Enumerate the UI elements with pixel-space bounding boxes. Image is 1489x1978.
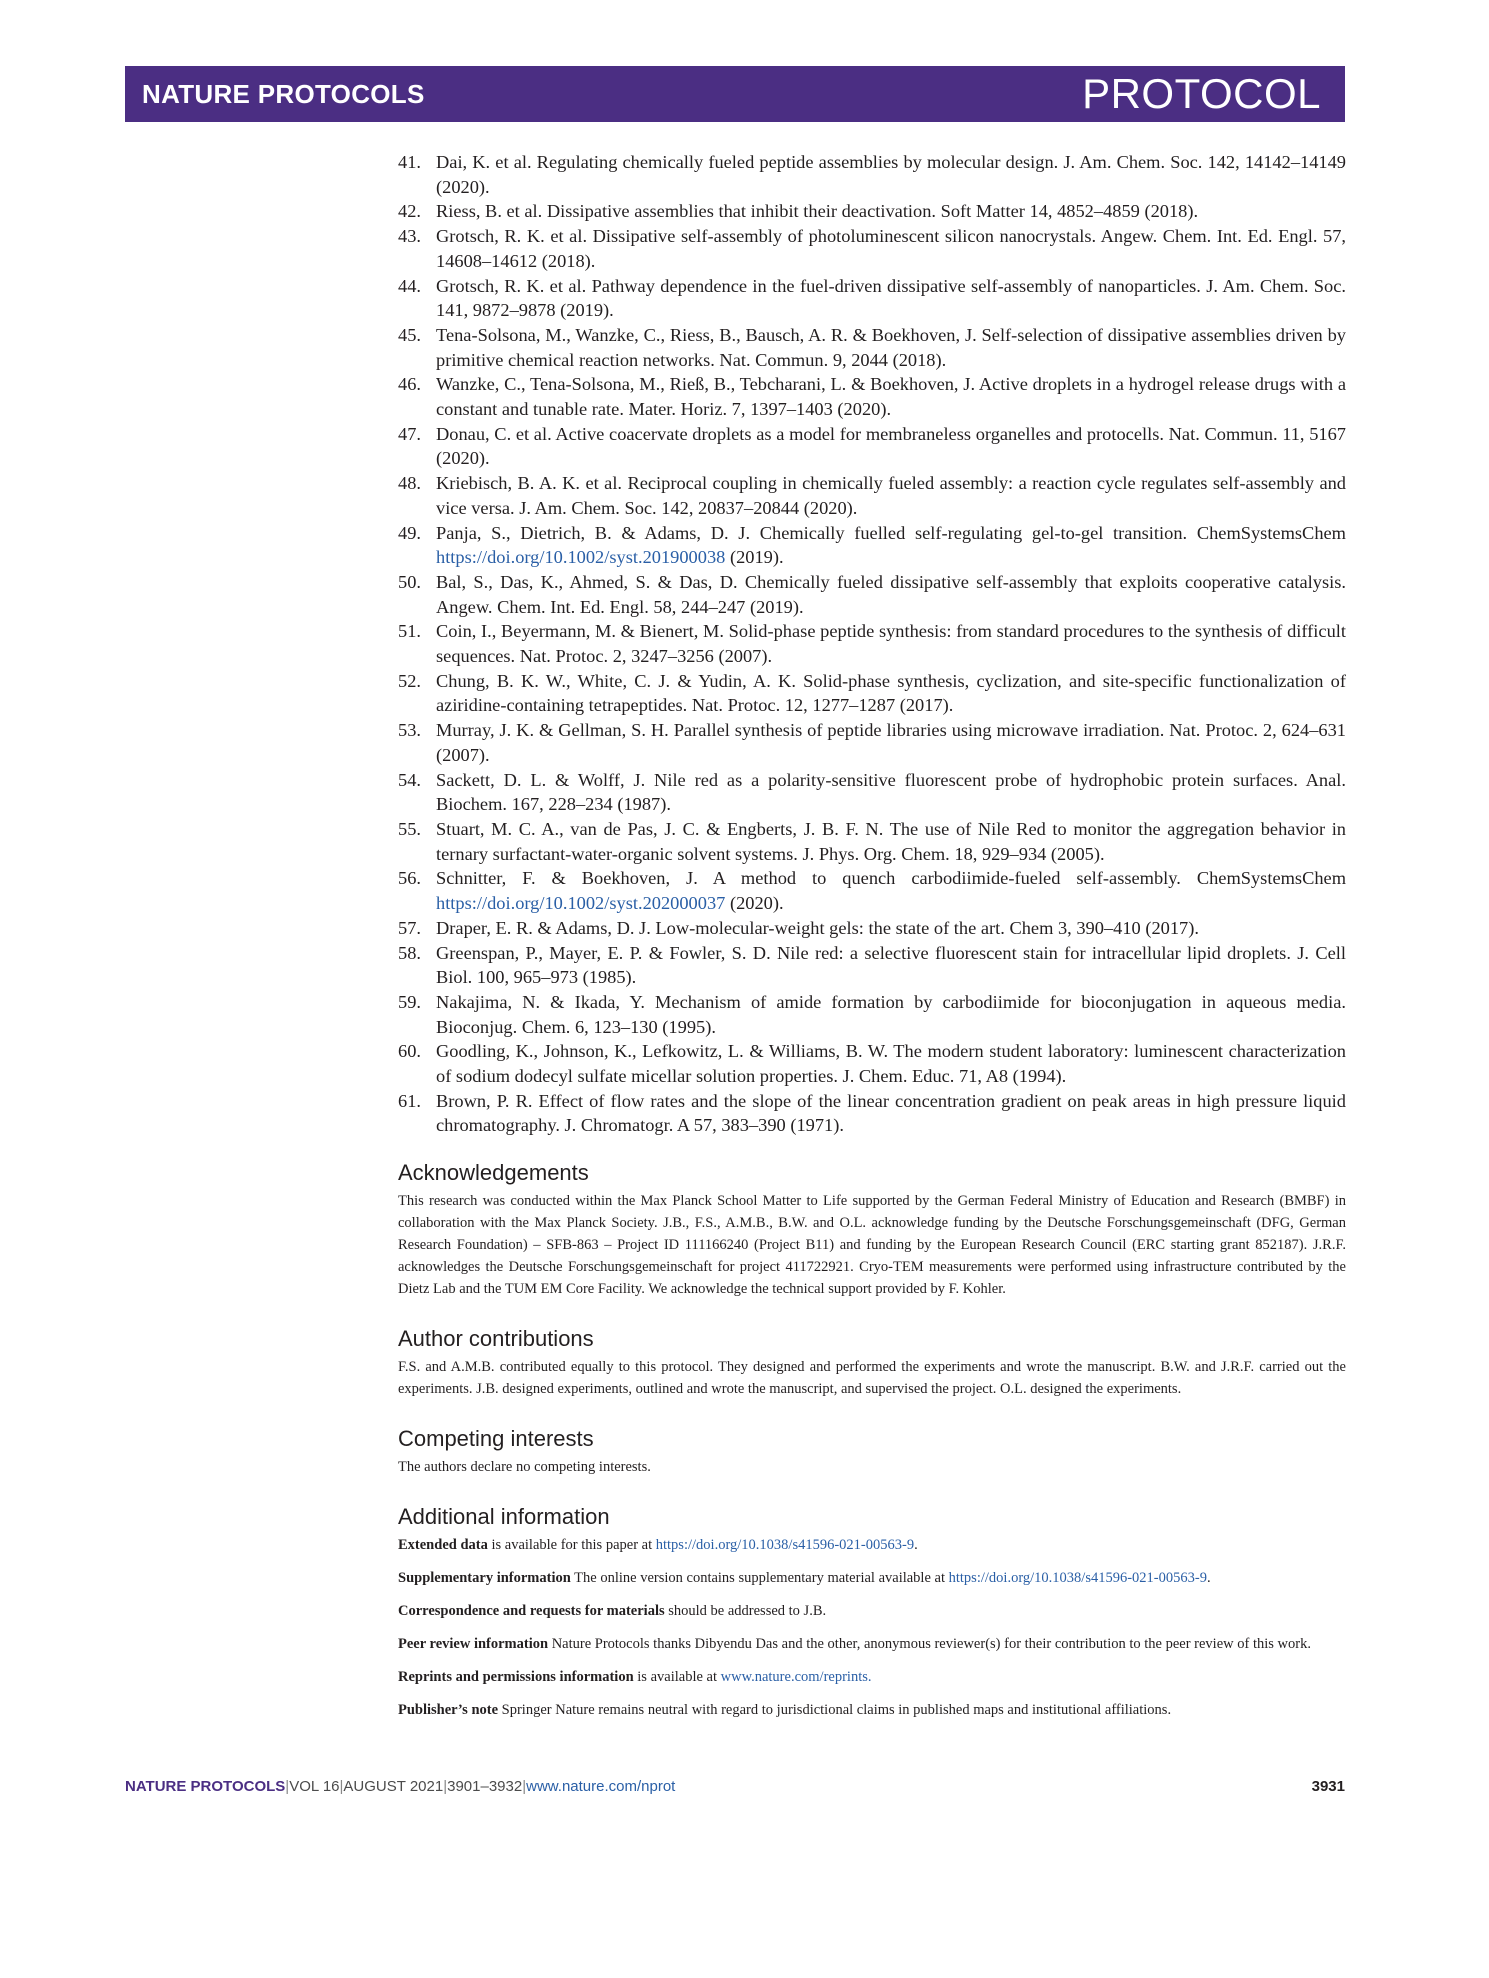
journal-header-bar	[125, 66, 1345, 122]
reference-item	[398, 372, 1346, 421]
reference-text: Nakajima, N. & Ikada, Y. Mechanism of amide formation by carbodiimide for bioconjugation in aqueous media. Bioconjug. Chem. 6, 123–130 (1995).	[436, 991, 1346, 1037]
additional-info-suffix: .	[914, 1537, 918, 1553]
reference-item	[398, 817, 1346, 866]
additional-information-heading: Additional information	[398, 1504, 610, 1529]
reference-item	[398, 323, 1346, 372]
reference-item	[398, 866, 1346, 915]
reference-doi-link[interactable]: https://doi.org/10.1002/syst.201900038	[436, 547, 726, 568]
reference-item	[398, 990, 1346, 1039]
article-type-label: PROTOCOL	[1082, 70, 1321, 117]
reference-item	[398, 521, 1346, 570]
reference-number: 60.	[398, 1041, 421, 1062]
reference-number: 58.	[398, 942, 421, 963]
additional-info-text: is available for this paper at	[487, 1537, 656, 1553]
journal-name: NATURE PROTOCOLS	[142, 79, 425, 109]
reference-number: 57.	[398, 917, 421, 938]
additional-info-label: Peer review information	[398, 1636, 549, 1652]
additional-info-suffix: .	[1206, 1570, 1211, 1586]
reference-item	[398, 1089, 1346, 1138]
reference-item	[398, 199, 1346, 224]
reference-number: 47.	[398, 423, 421, 444]
additional-info-text: is available at	[633, 1669, 721, 1685]
footer-date: AUGUST 2021	[343, 1778, 444, 1795]
reference-item	[398, 619, 1346, 668]
additional-information-section	[398, 1504, 1346, 1721]
reference-text: Chung, B. K. W., White, C. J. & Yudin, A. K. Solid-phase synthesis, cyclization, and site-specific functionalization of aziridine-containing tetrapeptides. Nat. Protoc. 12, 1277–1287 (2017).	[436, 670, 1346, 716]
reference-item	[398, 422, 1346, 471]
reference-number: 44.	[398, 275, 421, 296]
reference-doi-link[interactable]: https://doi.org/10.1002/syst.202000037	[436, 893, 726, 914]
reference-number: 45.	[398, 324, 421, 345]
reference-text: Draper, E. R. & Adams, D. J. Low-molecular-weight gels: the state of the art. Chem 3, 390–410 (2017).	[436, 917, 1199, 938]
additional-info-row	[398, 1567, 1346, 1589]
reference-item	[398, 1039, 1346, 1088]
reference-text: Bal, S., Das, K., Ahmed, S. & Das, D. Chemically fueled dissipative self-assembly that exploits cooperative catalysis. Angew. Chem. Int. Ed. Engl. 58, 244–247 (2019).	[436, 571, 1346, 617]
author-contributions-body: F.S. and A.M.B. contributed equally to this protocol. They designed and performed the experiments and wrote the manuscript. B.W. and J.R.F. carried out the experiments. J.B. designed experiments, outlined and wrote the manuscript, and supervised the project. O.L. designed the experiments.	[398, 1359, 1346, 1397]
reference-text: Greenspan, P., Mayer, E. P. & Fowler, S. D. Nile red: a selective fluorescent stain for intracellular lipid droplets. J. Cell Biol. 100, 965–973 (1985).	[436, 942, 1346, 988]
reference-year: (2019).	[725, 547, 784, 568]
additional-information-rows	[398, 1534, 1346, 1721]
reference-number: 55.	[398, 818, 421, 839]
additional-info-link[interactable]: www.nature.com/reprints.	[720, 1669, 872, 1685]
reference-number: 42.	[398, 201, 421, 222]
additional-info-text: should be addressed to J.B.	[664, 1603, 827, 1619]
reference-text: Kriebisch, B. A. K. et al. Reciprocal coupling in chemically fueled assembly: a reaction cycle regulates self-assembly and vice versa. J. Am. Chem. Soc. 142, 20837–20844 (2020).	[436, 473, 1346, 518]
additional-info-label: Correspondence and requests for materials	[398, 1603, 665, 1619]
reference-text: Goodling, K., Johnson, K., Lefkowitz, L. & Williams, B. W. The modern student laboratory: luminescent characterization of sodium dodecyl sulfate micellar solution properties. J. Chem. Educ. 71, A8 (1994).	[436, 1041, 1346, 1087]
reference-number: 56.	[398, 868, 421, 889]
footer-volume: VOL 16	[289, 1778, 340, 1795]
reference-item	[398, 274, 1346, 323]
reference-year: (2020).	[725, 893, 784, 914]
reference-text: Riess, B. et al. Dissipative assemblies that inhibit their deactivation. Soft Matter 14, 4852–4859 (2018).	[436, 201, 1199, 222]
additional-info-text: Nature Protocols thanks Dibyendu Das and the other, anonymous reviewer(s) for their contribution to the peer review of this work.	[548, 1636, 1311, 1652]
reference-item	[398, 570, 1346, 619]
competing-interests-body: The authors declare no competing interests.	[398, 1459, 651, 1475]
reference-number: 50.	[398, 571, 421, 592]
reference-text: Wanzke, C., Tena-Solsona, M., Rieß, B., Tebcharani, L. & Boekhoven, J. Active droplets in a hydrogel release drugs with a constant and tunable rate. Mater. Horiz. 7, 1397–1403 (2020).	[436, 374, 1346, 420]
competing-interests-section	[398, 1426, 1346, 1478]
reference-number: 52.	[398, 670, 421, 691]
reference-item	[398, 224, 1346, 273]
reference-item	[398, 916, 1346, 941]
additional-info-label: Extended data	[398, 1537, 488, 1553]
reference-item	[398, 150, 1346, 199]
reference-item	[398, 669, 1346, 718]
reference-number: 41.	[398, 152, 421, 172]
reference-number: 46.	[398, 374, 421, 395]
reference-item	[398, 718, 1346, 767]
additional-info-text: The online version contains supplementary material available at	[570, 1570, 949, 1586]
page-number: 3931	[1311, 1778, 1345, 1795]
acknowledgements-section	[398, 1160, 1346, 1300]
reference-text: Sackett, D. L. & Wolff, J. Nile red as a polarity-sensitive fluorescent probe of hydrophobic protein surfaces. Anal. Biochem. 167, 228–234 (1987).	[436, 769, 1346, 815]
reference-number: 49.	[398, 522, 421, 543]
reference-list	[398, 150, 1346, 1138]
additional-info-row	[398, 1699, 1346, 1721]
reference-text: Murray, J. K. & Gellman, S. H. Parallel synthesis of peptide libraries using microwave irradiation. Nat. Protoc. 2, 624–631 (2007).	[436, 720, 1346, 765]
reference-item	[398, 471, 1346, 520]
acknowledgements-heading: Acknowledgements	[398, 1160, 589, 1185]
additional-info-label: Supplementary information	[398, 1570, 571, 1586]
reference-text: Dai, K. et al. Regulating chemically fueled peptide assemblies by molecular design. J. Am. Chem. Soc. 142, 14142–14149 (2020).	[436, 152, 1346, 197]
page-footer	[125, 1778, 1345, 1802]
additional-info-label: Publisher’s note	[398, 1702, 499, 1718]
footer-url-link[interactable]: www.nature.com/nprot	[526, 1778, 676, 1795]
reference-text: Grotsch, R. K. et al. Pathway dependence in the fuel-driven dissipative self-assembly of nanoparticles. J. Am. Chem. Soc. 141, 9872–9878 (2019).	[436, 275, 1346, 321]
reference-text: Schnitter, F. & Boekhoven, J. A method to quench carbodiimide-fueled self-assembly. ChemSystemsChem	[436, 868, 1346, 889]
reference-item	[398, 768, 1346, 817]
author-contributions-section	[398, 1326, 1346, 1400]
reference-text: Donau, C. et al. Active coacervate droplets as a model for membraneless organelles and protocells. Nat. Commun. 11, 5167 (2020).	[436, 423, 1346, 469]
additional-info-row	[398, 1600, 1346, 1622]
back-matter	[398, 1160, 1346, 1747]
reference-text: Grotsch, R. K. et al. Dissipative self-assembly of photoluminescent silicon nanocrystals. Angew. Chem. Int. Ed. Engl. 57, 14608–14612 (2018).	[436, 226, 1346, 271]
reference-text: Brown, P. R. Effect of flow rates and the slope of the linear concentration gradient on peak areas in high pressure liquid chromatography. J. Chromatogr. A 57, 383–390 (1971).	[436, 1090, 1346, 1136]
reference-item	[398, 941, 1346, 990]
reference-text: Stuart, M. C. A., van de Pas, J. C. & Engberts, J. B. F. N. The use of Nile Red to monitor the aggregation behavior in ternary surfactant-water-organic solvent systems. J. Phys. Org. Chem. 18, 929–934 (2005).	[436, 818, 1346, 864]
additional-info-link[interactable]: https://doi.org/10.1038/s41596-021-00563-9	[948, 1570, 1207, 1586]
footer-pages: 3901–3932	[447, 1778, 523, 1795]
footer-journal: NATURE PROTOCOLS	[125, 1778, 286, 1795]
reference-number: 43.	[398, 226, 421, 247]
reference-text: Coin, I., Beyermann, M. & Bienert, M. Solid-phase peptide synthesis: from standard procedures to the synthesis of difficult sequences. Nat. Protoc. 2, 3247–3256 (2007).	[436, 621, 1346, 667]
additional-info-row	[398, 1534, 1346, 1556]
author-contributions-heading: Author contributions	[398, 1326, 594, 1351]
additional-info-row	[398, 1666, 1346, 1688]
additional-info-label: Reprints and permissions information	[398, 1669, 634, 1685]
reference-text: Panja, S., Dietrich, B. & Adams, D. J. Chemically fuelled self-regulating gel-to-gel transition. ChemSystemsChem	[436, 522, 1346, 543]
additional-info-text: Springer Nature remains neutral with regard to jurisdictional claims in published maps and institutional affiliations.	[498, 1702, 1172, 1718]
reference-number: 53.	[398, 720, 421, 741]
reference-number: 54.	[398, 769, 421, 790]
additional-info-link[interactable]: https://doi.org/10.1038/s41596-021-00563-9	[655, 1537, 915, 1553]
additional-info-row	[398, 1633, 1346, 1655]
competing-interests-heading: Competing interests	[398, 1426, 594, 1451]
acknowledgements-body: This research was conducted within the Max Planck School Matter to Life supported by the German Federal Ministry of Education and Research (BMBF) in collaboration with the Max Planck Society. J.B., F.S., A.M.B., B.W. and O.L. acknowledge funding by the Deutsche Forschungsgemeinschaft (DFG, German Research Foundation) – SFB-863 – Project ID 111166240 (Project B11) and funding by the European Research Council (ERC starting grant 852187). J.R.F. acknowledges the Deutsche Forschungsgemeinschaft for project 411722921. Cryo-TEM measurements were performed using infrastructure contributed by the Dietz Lab and the TUM EM Core Facility. We acknowledge the technical support provided by F. Kohler.	[398, 1193, 1346, 1297]
reference-number: 61.	[398, 1090, 421, 1111]
reference-text: Tena-Solsona, M., Wanzke, C., Riess, B., Bausch, A. R. & Boekhoven, J. Self-selection of dissipative assemblies driven by primitive chemical reaction networks. Nat. Commun. 9, 2044 (2018).	[436, 324, 1346, 370]
footer-citation: NATURE PROTOCOLS|VOL 16|AUGUST 2021|3901–3932|www.nature.com/nprot	[125, 1778, 676, 1795]
reference-number: 51.	[398, 621, 421, 642]
reference-number: 48.	[398, 473, 421, 494]
reference-number: 59.	[398, 991, 421, 1012]
